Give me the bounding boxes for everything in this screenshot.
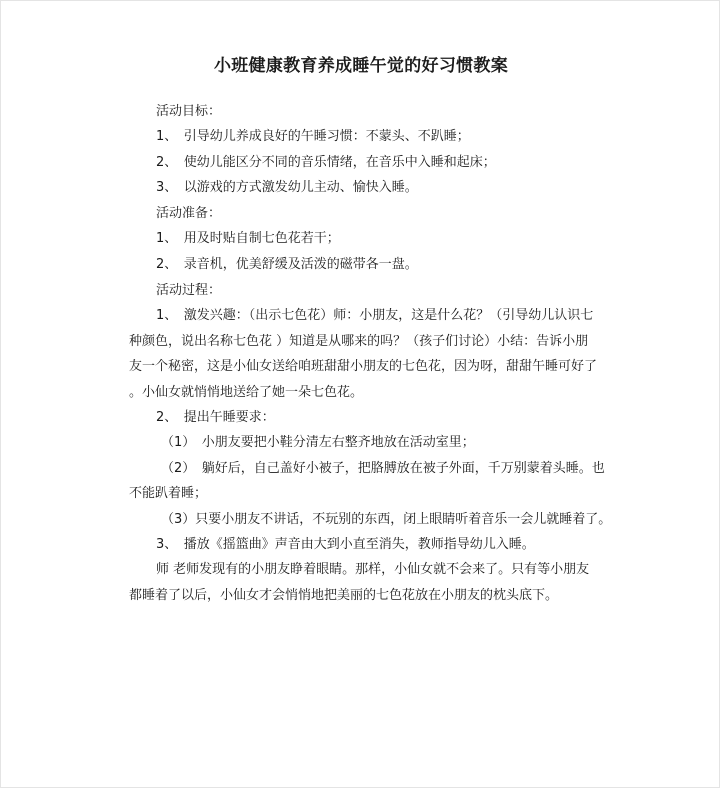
section-heading-process: 活动过程： <box>156 283 222 298</box>
preparation-item: 2、 录音机，优美舒缓及活泼的磁带各一盘。 <box>156 257 418 272</box>
paragraph-line: 种颜色，说出名称七色花 ）知道是从哪来的吗？（孩子们讨论）小结：告诉小朋 <box>129 334 589 349</box>
paragraph-line: 2、 提出午睡要求： <box>156 410 275 425</box>
requirement-item: （3）只要小朋友不讲话，不玩别的东西，闭上眼睛听着音乐一会儿就睡着了。 <box>161 512 612 527</box>
paragraph-line: 师 老师发现有的小朋友睁着眼睛。那样，小仙女就不会来了。只有等小朋友 <box>156 562 590 577</box>
paragraph-line: 都睡着了以后，小仙女才会悄悄地把美丽的七色花放在小朋友的枕头底下。 <box>129 588 559 603</box>
requirement-item: 不能趴着睡； <box>129 486 208 501</box>
paragraph-line: 3、 播放《摇篮曲》声音由大到小直至消失，教师指导幼儿入睡。 <box>156 537 535 552</box>
document-title: 小班健康教育养成睡午觉的好习惯教案 <box>213 56 509 76</box>
paragraph-line: 。小仙女就悄悄地送给了她一朵七色花。 <box>129 385 364 400</box>
paragraph-line: 友一个秘密，这是小仙女送给咱班甜甜小朋友的七色花，因为呀，甜甜午睡可好了 <box>129 359 598 374</box>
section-heading-goals: 活动目标： <box>156 104 222 119</box>
goal-item: 1、 引导幼儿养成良好的午睡习惯：不蒙头、不趴睡； <box>156 129 470 144</box>
section-heading-preparation: 活动准备： <box>156 206 222 221</box>
preparation-item: 1、 用及时贴自制七色花若干； <box>156 231 340 246</box>
goal-item: 3、 以游戏的方式激发幼儿主动、愉快入睡。 <box>156 180 418 195</box>
requirement-item: （2） 躺好后，自己盖好小被子，把胳膊放在被子外面，千万别蒙着头睡。也 <box>161 461 605 476</box>
goal-item: 2、 使幼儿能区分不同的音乐情绪，在音乐中入睡和起床； <box>156 155 496 170</box>
paragraph-line: 1、 激发兴趣：（出示七色花）师：小朋友，这是什么花？（引导幼儿认识七 <box>156 308 594 323</box>
requirement-item: （1） 小朋友要把小鞋分清左右整齐地放在活动室里； <box>161 435 475 450</box>
